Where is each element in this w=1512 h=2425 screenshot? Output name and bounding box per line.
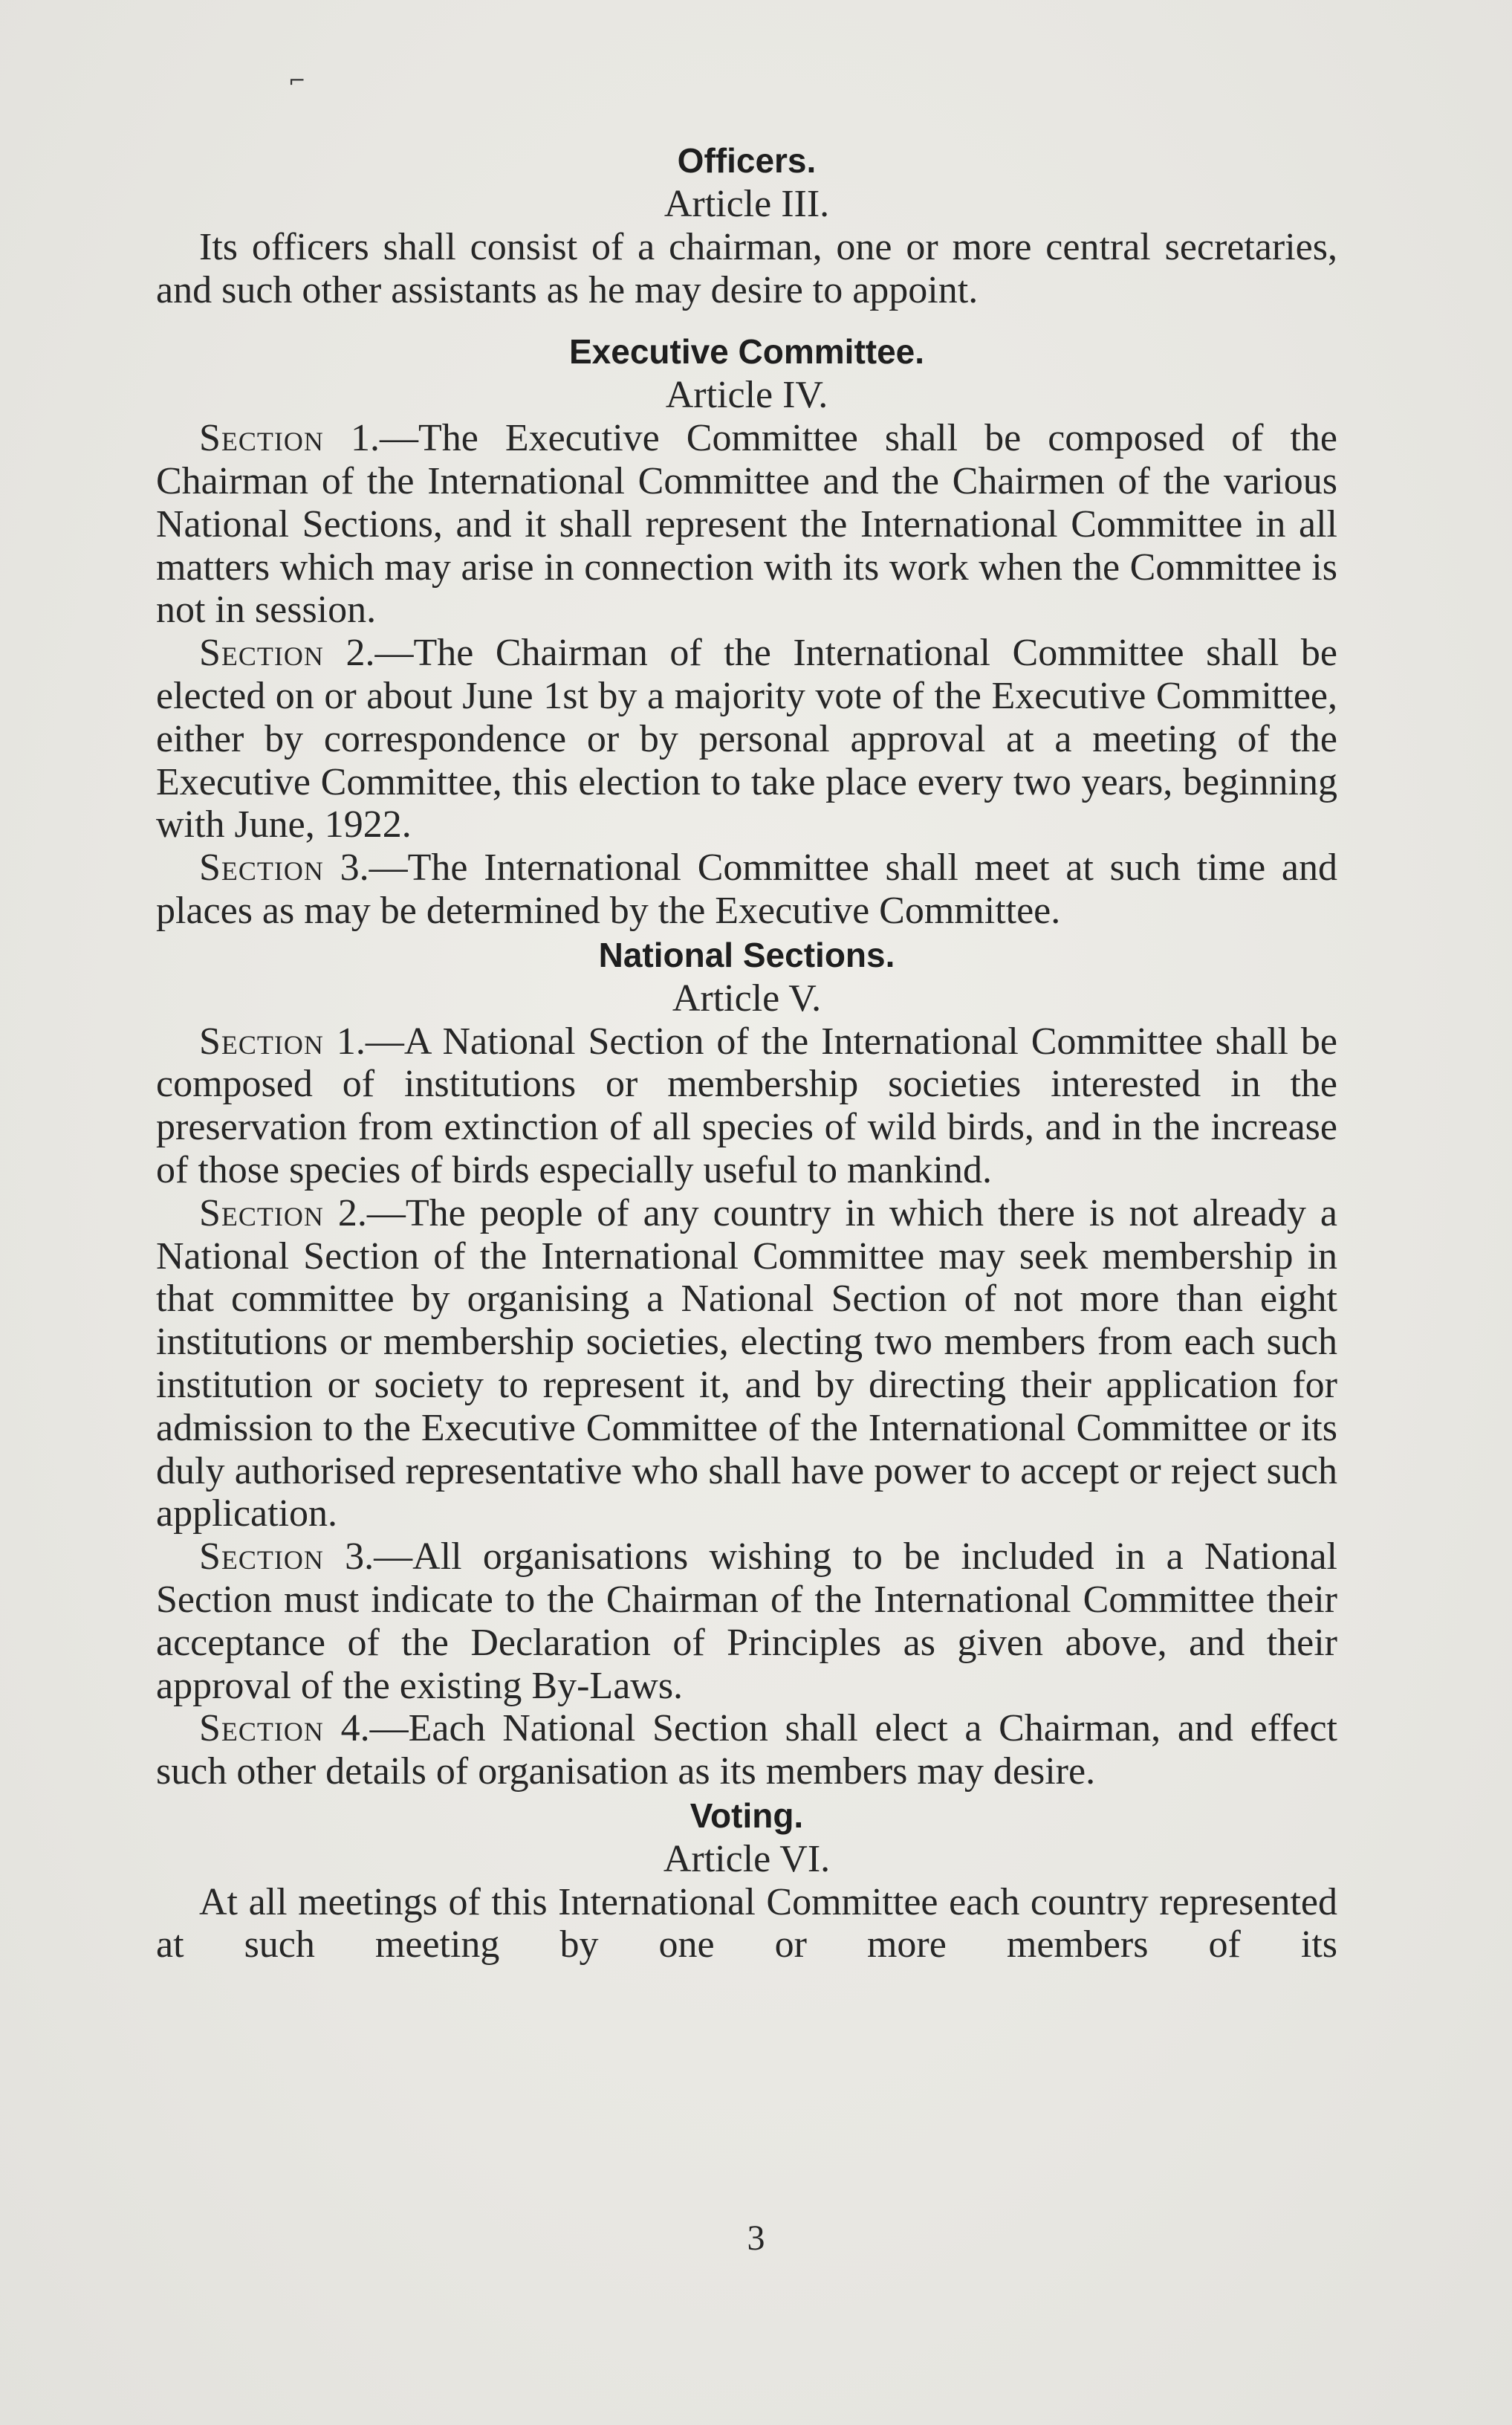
paragraph (156, 1020, 1337, 1192)
article-number: Article V. (672, 977, 822, 1020)
page-body (156, 138, 1337, 1966)
paragraph (156, 1535, 1337, 1707)
section-label: Section (199, 846, 324, 890)
section-label: Section (199, 1191, 324, 1234)
paragraph-text: 3.—The International Committee shall meet at such time and places as may be determined by the Executive Committee. (156, 846, 1337, 932)
paragraph-text: Its officers shall consist of a chairman, one or more central secretaries, and such other assistants as he may desire to appoint. (156, 225, 1337, 311)
section-label: Section (199, 1535, 324, 1579)
section-label: Section (199, 1707, 324, 1750)
paragraph-text: 1.—A National Section of the International Committee shall be composed of institutions or membership societies interested in the preservation from extinction of all species of wild birds, and in the increase of those species of birds especially useful to mankind. (156, 1020, 1337, 1191)
paragraph (156, 846, 1337, 933)
paragraph-text: 2.—The Chairman of the International Committee shall be elected on or about June 1st by a majority vote of the Executive Committee, either by correspondence or by personal approval at a meeting of the Executive Committee, this election to take place every two years, beginning with June, 1922. (156, 632, 1337, 846)
paragraph (156, 226, 1337, 312)
section-heading: Officers. (677, 141, 817, 180)
section-heading: Voting. (690, 1796, 804, 1835)
article-number: Article III. (663, 183, 830, 225)
page-number: 3 (747, 2218, 765, 2258)
section-national-sections (156, 933, 1337, 1793)
section-voting (156, 1793, 1337, 1966)
paragraph-text: At all meetings of this International Committee each country represented at such meeting by one or more members of its (156, 1880, 1337, 1966)
paragraph (156, 1881, 1337, 1967)
paragraph (156, 632, 1337, 846)
section-heading: Executive Committee. (568, 332, 925, 372)
corner-mark: ⌐ (288, 68, 306, 93)
paragraph (156, 417, 1337, 632)
paragraph-text: 4.—Each National Section shall elect a Chairman, and effect such other details of organisation as its members may desire. (156, 1707, 1337, 1793)
article-number: Article IV. (665, 374, 828, 417)
paragraph-text: 1.—The Executive Committee shall be composed of the Chairman of the International Committee and the Chairmen of the various National Sections, and it shall represent the International Committee in all matters which may arise in connection with its work when the Committee is not in session. (156, 417, 1337, 632)
section-executive-committee (156, 329, 1337, 932)
section-label: Section (199, 1020, 324, 1063)
section-label: Section (199, 632, 324, 675)
paragraph-text: 2.—The people of any country in which there is not already a National Section of the International Committee may seek membership in that committee by organising a National Section of not more than eight institutions or membership societies, electing two members from each such institution or society to represent it, and by directing their application for admission to the Executive Committee of the International Committee or its duly authorised representative who shall have power to accept or reject such application. (156, 1191, 1337, 1535)
paragraph (156, 1707, 1337, 1793)
section-label: Section (199, 417, 324, 460)
article-number: Article VI. (663, 1837, 831, 1880)
paragraph-text: 3.—All organisations wishing to be included in a National Section must indicate to the Chairman of the International Committee their acceptance of the Declaration of Principles as given above, and their approval of the existing By-Laws. (156, 1535, 1337, 1707)
paragraph (156, 1192, 1337, 1535)
section-heading: National Sections. (598, 935, 895, 974)
section-officers (156, 138, 1337, 311)
